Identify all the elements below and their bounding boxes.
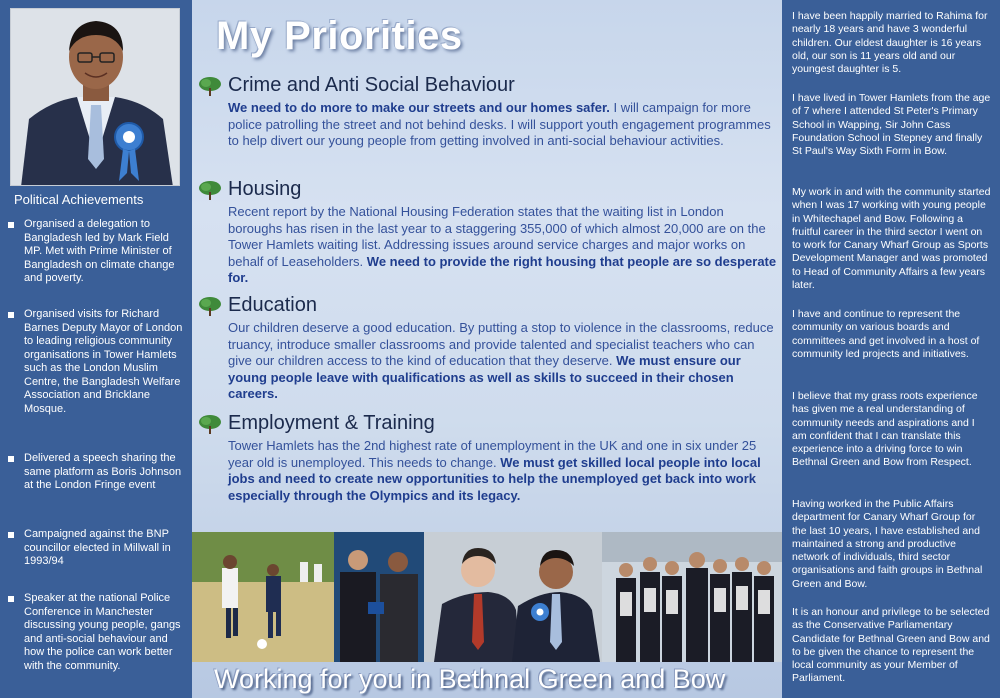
achievement-item bbox=[6, 218, 188, 286]
bio-paragraph: I have and continue to represent the community on various boards and committees and get involved in a host of community led projects and initiatives. bbox=[792, 308, 980, 360]
square-bullet-icon bbox=[8, 532, 14, 538]
tree-icon bbox=[198, 414, 222, 434]
achievement-item bbox=[6, 592, 188, 673]
section-body bbox=[228, 204, 778, 287]
section-body bbox=[228, 100, 778, 150]
achievement-text: Delivered a speech sharing the same platform as Boris Johnson at the London Fringe event bbox=[24, 452, 182, 491]
bio-paragraph: I believe that my grass roots experience has given me a real understanding of community needs and aspirations and I am confident that I can translate this experience into a driving force to win Bethnal Green and Bow from Respect. bbox=[792, 390, 978, 469]
bio-paragraph: I have been happily married to Rahima for nearly 18 years and have 3 wonderful children. Our eldest daughter is 16 years old, our son is 11 years old and our youngest daughter is 5. bbox=[792, 10, 988, 76]
section-heading: Employment & Training bbox=[228, 412, 435, 434]
tree-icon bbox=[198, 296, 222, 316]
achievement-text: Campaigned against the BNP councillor elected in Millwall in 1993/94 bbox=[24, 528, 171, 567]
photo-strip bbox=[192, 532, 782, 662]
section-heading: Crime and Anti Social Behaviour bbox=[228, 74, 515, 96]
bio-paragraph: My work in and with the community started when I was 17 working with young people in Whitechapel and Bow. Following a fruitful career in the third sector I went on to work for Canary Wharf Group as Sports Development Manager and was promoted to Head of Community Affairs a few years later. bbox=[792, 186, 991, 292]
priority-section-employment bbox=[198, 412, 778, 504]
page-title: My Priorities bbox=[216, 14, 463, 58]
left-column bbox=[0, 0, 192, 698]
section-text: Our children deserve a good education. By putting a stop to violence in the classrooms, reduce truancy, introduce smaller classrooms and provide talented and specialist teachers who can give our children access to the kind of education that they deserve. bbox=[228, 320, 774, 368]
section-heading: Education bbox=[228, 294, 317, 316]
bio-paragraph: It is an honour and privilege to be selected as the Conservative Parliamentary Candidate for Bethnal Green and Bow and to be given the chance to represent the local community as your Member of Parliament. bbox=[792, 606, 990, 685]
achievements-heading: Political Achievements bbox=[14, 192, 144, 207]
right-column bbox=[782, 0, 1000, 698]
achievement-item bbox=[6, 528, 188, 569]
section-bold-tail: We need to provide the right housing that people are so desperate for. bbox=[228, 253, 777, 285]
football-photo bbox=[192, 532, 334, 662]
meeting-photo bbox=[424, 532, 602, 662]
achievement-item bbox=[6, 452, 188, 493]
candidate-portrait bbox=[10, 8, 180, 186]
section-body bbox=[228, 320, 778, 403]
square-bullet-icon bbox=[8, 596, 14, 602]
square-bullet-icon bbox=[8, 456, 14, 462]
priority-section-housing bbox=[198, 178, 778, 287]
square-bullet-icon bbox=[8, 222, 14, 228]
section-text: I will campaign for more police patrolling the street and not behind desks. I will support youth engagement programmes to help divert our young people from getting involved in anti-social behaviour activities. bbox=[228, 100, 771, 148]
bio-paragraph: Having worked in the Public Affairs department for Canary Wharf Group for the last 10 years, I have established and maintained a strong and productive network of individuals, third sector organisations and faith groups in Bethnal Green and Bow. bbox=[792, 498, 983, 590]
priority-section-crime bbox=[198, 74, 778, 150]
group-photo bbox=[602, 532, 782, 662]
section-text: Tower Hamlets has the 2nd highest rate of unemployment in the UK and one in six under 25 year old is unemployed. This needs to change. bbox=[228, 438, 757, 470]
priority-section-education bbox=[198, 294, 778, 403]
achievement-text: Organised a delegation to Bangladesh led by Mark Field MP. Met with Prime Minister of Bangladesh on climate change and poverty. bbox=[24, 218, 175, 284]
center-column bbox=[192, 0, 782, 698]
bio-paragraph: I have lived in Tower Hamlets from the age of 7 where I attended St Peter's Primary School in Wapping, Sir John Cass Foundation School in Stepney and finally St Paul's Way Sixth Form in Bow. bbox=[792, 92, 991, 158]
footer-slogan: Working for you in Bethnal Green and Bow bbox=[214, 664, 726, 694]
section-body bbox=[228, 438, 778, 504]
square-bullet-icon bbox=[8, 312, 14, 318]
award-photo bbox=[334, 532, 424, 662]
achievement-text: Organised visits for Richard Barnes Deputy Mayor of London to leading religious community organisations in Tower Hamlets such as the London Muslim Centre, the Bangladesh Welfare Association and Bricklane Mosque. bbox=[24, 308, 183, 415]
tree-icon bbox=[198, 180, 222, 200]
tree-icon bbox=[198, 76, 222, 96]
section-bold-tail: We must ensure our young people leave with qualifications as well as skills to succeed in their chosen careers. bbox=[228, 353, 741, 401]
section-bold-tail: We must get skilled local people into local jobs and need to create new opportunities to help the unemployed get back into work especially through the Olympics and its legacy. bbox=[228, 454, 761, 503]
section-heading: Housing bbox=[228, 178, 302, 200]
section-bold-lead: We need to do more to make our streets and our homes safer. bbox=[228, 100, 610, 115]
achievement-text: Speaker at the national Police Conference in Manchester discussing young people, gangs and anti-social behaviour and how the police can work better with the community. bbox=[24, 592, 181, 672]
section-text: Recent report by the National Housing Federation states that the waiting list in London boroughs has risen in the last year to a staggering 355,000 of which almost 20,000 are on the Tower Hamlets waiting list. Addressing issues around service charges and major works on behalf of Leaseholders. bbox=[228, 204, 766, 269]
achievement-item bbox=[6, 308, 188, 416]
